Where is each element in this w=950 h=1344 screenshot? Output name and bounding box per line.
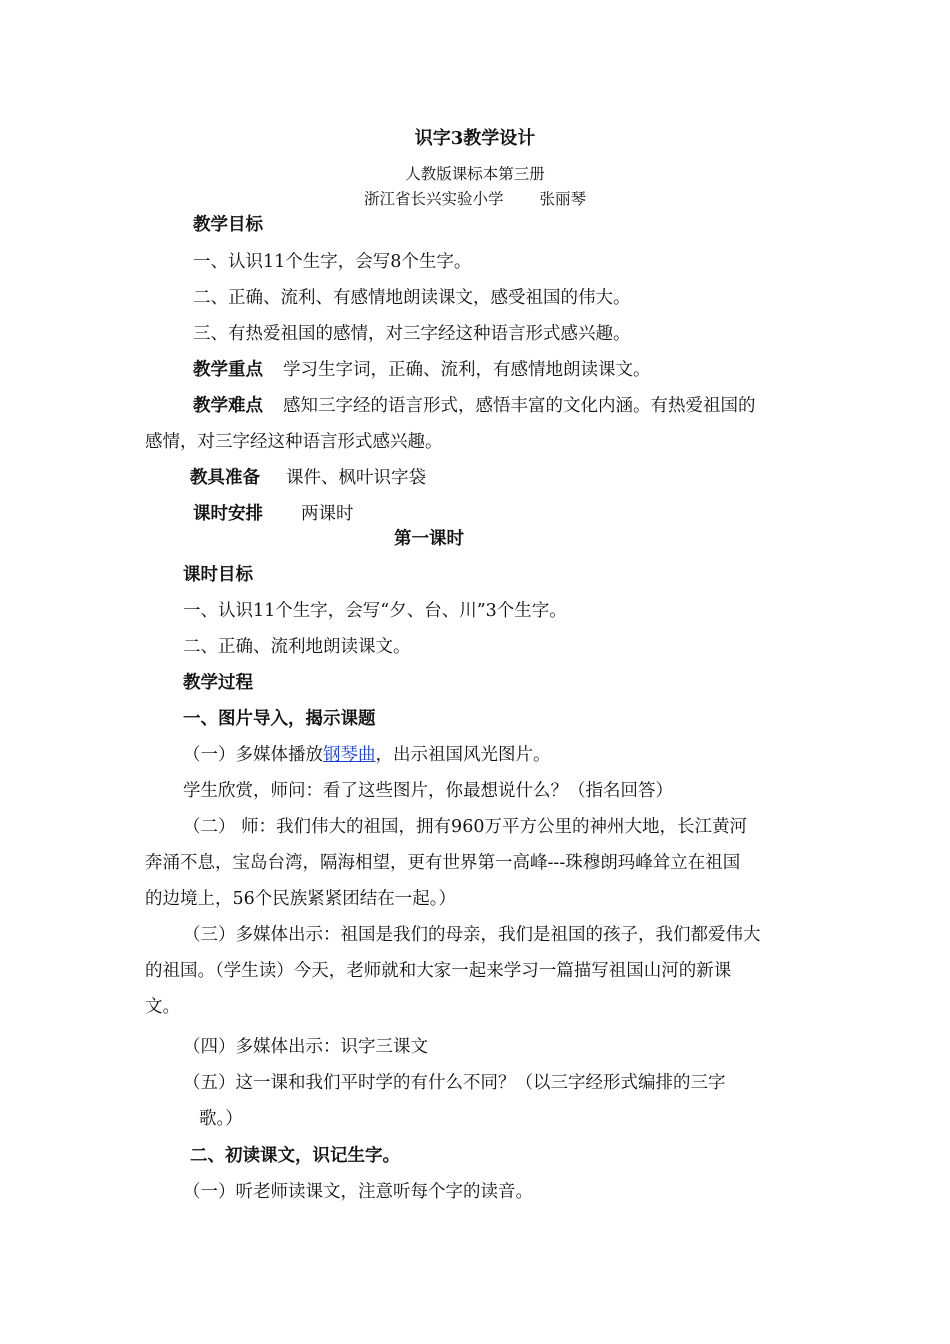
lesson-goal-1: 一、认识11个生字，会写“夕、台、川”3个生字。 — [183, 601, 567, 621]
tools-text: 课件、枫叶识字袋 — [286, 468, 426, 488]
goal-2: 二、正确、流利、有感情地朗读课文，感受祖国的伟大。 — [193, 288, 631, 308]
step1-item2-line1: （二） 师：我们伟大的祖国，拥有960万平方公里的神州大地，长江黄河 — [183, 817, 747, 837]
lesson-goals-heading: 课时目标 — [183, 565, 253, 585]
lesson1-heading: 第一课时 — [394, 529, 464, 549]
difficulty-label: 教学难点 — [193, 396, 263, 416]
school-name: 浙江省长兴实验小学 — [363, 190, 504, 208]
step1-item2-line3: 的边境上，56个民族紧紧团结在一起。） — [145, 889, 457, 909]
schedule — [193, 501, 354, 527]
step1-item1-post: ，出示祖国风光图片。 — [375, 745, 551, 765]
lesson-goal-2: 二、正确、流利地朗读课文。 — [183, 637, 411, 657]
goal-1: 一、认识11个生字，会写8个生字。 — [193, 252, 472, 272]
piano-music-link[interactable]: 钢琴曲 — [323, 745, 376, 765]
author-name: 张丽琴 — [539, 190, 587, 208]
difficulty-text-1: 感知三字经的语言形式，感悟丰富的文化内涵。有热爱祖国的 — [283, 396, 756, 416]
difficulty-line-1 — [193, 393, 756, 419]
goals-heading: 教学目标 — [193, 215, 263, 235]
doc-subtitle: 人教版课标本第三册 — [405, 165, 545, 183]
key-points — [193, 357, 651, 383]
key-label: 教学重点 — [193, 360, 263, 380]
step2-item1: （一）听老师读课文，注意听每个字的读音。 — [183, 1182, 533, 1202]
step1-item2-line2: 奔涌不息，宝岛台湾，隔海相望，更有世界第一高峰---珠穆朗玛峰耸立在祖国 — [145, 853, 741, 873]
schedule-label: 课时安排 — [193, 504, 263, 524]
difficulty-line-2: 感情，对三字经这种语言形式感兴趣。 — [145, 432, 443, 452]
goal-3: 三、有热爱祖国的感情，对三字经这种语言形式感兴趣。 — [193, 324, 631, 344]
step1-item5-line1: （五）这一课和我们平时学的有什么不同？（以三字经形式编排的三字 — [183, 1073, 726, 1093]
schedule-text: 两课时 — [301, 504, 354, 524]
step1-item3-line1: （三）多媒体出示：祖国是我们的母亲，我们是祖国的孩子，我们都爱伟大 — [183, 925, 761, 945]
process-heading: 教学过程 — [183, 673, 253, 693]
step1-item1-followup: 学生欣赏，师问：看了这些图片，你最想说什么？（指名回答） — [183, 781, 673, 801]
key-text: 学习生字词，正确、流利，有感情地朗读课文。 — [283, 360, 651, 380]
step1-item1-pre: （一）多媒体播放 — [183, 745, 323, 765]
step1-heading: 一、图片导入，揭示课题 — [183, 709, 376, 729]
step1-item1 — [183, 742, 551, 768]
doc-title: 识字3教学设计 — [414, 128, 536, 149]
tools-label: 教具准备 — [190, 468, 260, 488]
step1-item5-line2: 歌。） — [199, 1109, 243, 1129]
tools — [190, 465, 426, 491]
step1-item3-line2: 的祖国。（学生读）今天，老师就和大家一起来学习一篇描写祖国山河的新课 — [145, 961, 732, 981]
step2-heading: 二、初读课文，识记生字。 — [190, 1146, 400, 1166]
step1-item3-line3: 文。 — [145, 997, 180, 1017]
step1-item4: （四）多媒体出示：识字三课文 — [183, 1037, 428, 1057]
doc-byline — [0, 186, 950, 212]
